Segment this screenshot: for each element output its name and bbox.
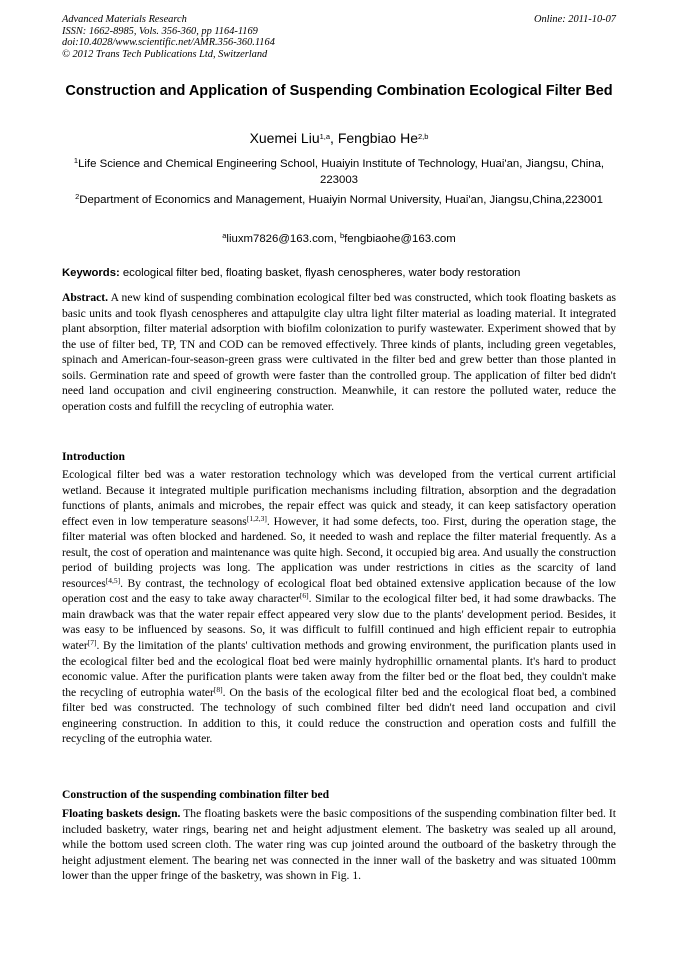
introduction-heading: Introduction [62,450,125,463]
intro-text-1: Ecological filter bed was a water restoration technology which was developed from the vertical current artificial wetland. Because it integrated multiple purification mechanisms including filtration, absorption and the degradation functions of plants, animals and microbes, the repair effect was quick and steady, it can keep satisfactory operation effect even in low temperature seasons [62,468,616,528]
keywords-text: ecological filter bed, floating basket, flyash cenospheres, water body restoration [119,267,521,279]
email-b-mark: b [339,231,345,240]
affiliation-1 [62,156,616,188]
floating-baskets-text: The floating baskets were the basic compositions of the suspending combination filter bed. It included basketry, water rings, bearing net and height adjustment element. The basketry was sealed up all around, while the bottom used screen cloth. The water ring was cup jointed around the outboard of the basketry through the height adjustment element. The bearing net was connected in the inner wall of the basketry and was situated 100mm lower than the upper fringe of the basketry, was shown in Fig. 1. [62,807,616,883]
journal-name: Advanced Materials Research [62,14,187,25]
affiliation-2-text: Department of Economics and Management, Huaiyin Normal University, Huai'an, Jiangsu,China,223001 [79,194,603,206]
citation-4: [7] [87,638,97,648]
journal-copyright: © 2012 Trans Tech Publications Ltd, Switzerland [62,48,268,60]
affiliation-1-text: Life Science and Chemical Engineering School, Huaiyin Institute of Technology, Huai'an, Jiangsu, China, 223003 [78,158,605,186]
author-emails [62,231,616,247]
affiliation-2-mark: 2 [75,192,80,201]
journal-doi: doi:10.4028/www.scientific.net/AMR.356-360.1164 [62,37,275,49]
intro-text-5: . By the limitation of the plants' cultivation methods and growing environment, the purification plants used in the ecological filter bed and the ecological float bed were mainly hydrophillic ornamental plants. It's hard to product economic value. After the purification plants were taken away from the filter bed or the float bed, they couldn't make the recycling of eutrophia water [62,639,616,699]
author-separator: , [330,130,338,146]
online-date: Online: 2011-10-07 [533,14,616,25]
citation-5: [8] [213,684,223,694]
affiliation-1-mark: 1 [73,156,79,165]
intro-text-3: . By contrast, the technology of ecological float bed obtained extensive application because of the low operation cost and the easy to take away character [62,576,616,606]
abstract-paragraph [62,290,616,414]
author-line [62,129,616,147]
floating-baskets-label: Floating baskets design. [62,807,181,820]
journal-issn: ISSN: 1662-8985, Vols. 356-360, pp 1164-1169 [62,25,258,37]
intro-text-2: . However, it had some defects, too. First, during the operation stage, the filter material was often blocked and hardened. So, it needed to wash and replace the filter material frequently. As a result, the cost of operation and maintenance was quite high. Second, it occupied big area. And usually the construction period of building projects was long. The application was under restrictions in cities as the scarcity of land resources [62,514,616,590]
abstract-label: Abstract. [62,291,109,304]
author-2-name: Fengbiao He [337,130,418,146]
author-2-affiliation-mark: 2,b [418,132,429,141]
journal-header [62,14,616,60]
construction-heading: Construction of the suspending combination filter bed [62,788,330,801]
keywords [62,266,616,281]
author-1-name: Xuemei Liu [249,130,320,146]
author-1-affiliation-mark: 1,a [319,132,331,141]
citation-3: [6] [299,591,309,601]
affiliation-2 [62,192,616,208]
paper-title: Construction and Application of Suspending Combination Ecological Filter Bed [65,83,613,99]
citation-2: [4,5] [105,575,121,585]
floating-baskets-paragraph [62,806,616,884]
citation-1: [1,2,3] [246,513,267,523]
keywords-label: Keywords: [62,267,120,279]
intro-text-6: . On the basis of the ecological filter bed and the ecological float bed, a combined filter bed was constructed. The technology of such combined filter bed didn't need land occupation and civil engineering construction. In addition to this, it could reduce the construction and operation costs and fulfill the recycling of the eutrophia water. [62,685,616,746]
abstract-text: A new kind of suspending combination ecological filter bed was constructed, which took floating baskets as basic units and took flyash cenospheres and attapulgite clay ultra light filter material as loading material. It integrated plant absorption, filter material adsorption with biofilm colonization to purify wastewater. Experiment showed that by the use of filter bed, TP, TN and COD can be removed effectively. Three kinds of plants, including green vegetables, spinach and American-four-season-green grass were cultivated in the filter bed and grew better than those planted in soils. Germination rate and speed of growth were faster than the controlled group. The application of filter bed didn't need land occupation and civil engineering construction. Meanwhile, it can restore the polluted water, reduce the operation costs and fulfill the recycling of eutrophia water. [62,291,616,413]
email-a: liuxm7826@163.com, [226,233,340,245]
intro-text-4: . Similar to the ecological filter bed, it had some drawbacks. The main drawback was that the water repair effect appeared very slow due to the plants' development period. Besides, it was easy to be influenced by seasons. So, it was difficult to fulfill continued and high efficient repair to eutrophia water [62,592,616,653]
email-b: fengbiaohe@163.com [344,233,456,245]
email-a-mark: a [222,231,227,240]
introduction-paragraph [62,467,616,747]
